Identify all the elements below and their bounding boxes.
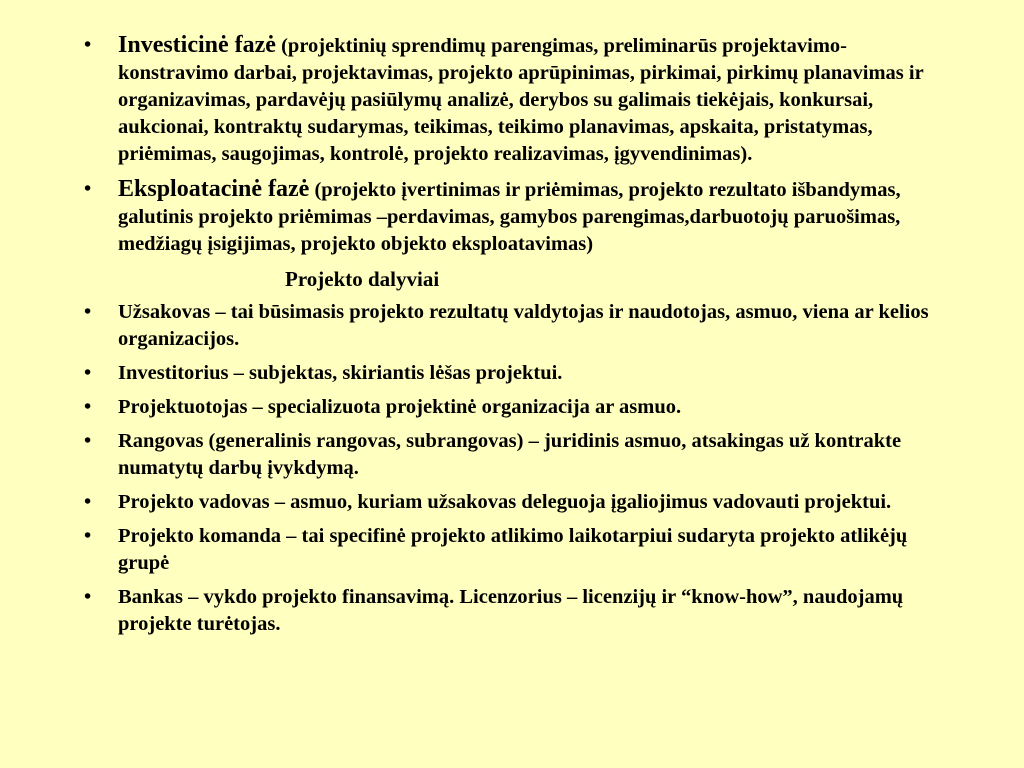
participant-item: [0, 489, 1024, 516]
phase-description: (projekto įvertinimas ir priėmimas, projekto rezultato išbandymas, galutinis projekto priėmimas –perdavimas, gamybos parengimas,darbuotojų paruošimas, medžiagų įsigijimas, projekto objekto eksploatavimas): [118, 179, 901, 255]
bullet-icon: •: [84, 430, 92, 452]
participant-item: [0, 584, 1024, 638]
participant-text: Projekto vadovas – asmuo, kuriam užsakovas deleguoja įgaliojimus vadovauti projektui.: [118, 491, 892, 513]
participants-heading: Projekto dalyviai: [285, 267, 440, 291]
participant-text: Projektuotojas – specializuota projektinė organizacija ar asmuo.: [118, 396, 682, 418]
participant-text: Rangovas (generalinis rangovas, subrangovas) – juridinis asmuo, atsakingas už kontrakte numatytų darbų įvykdymą.: [118, 430, 902, 479]
participant-item: [0, 360, 1024, 387]
bullet-icon: •: [84, 178, 92, 200]
participant-text: Projekto komanda – tai specifinė projekto atlikimo laikotarpiui sudaryta projekto atlikėjų grupė: [118, 525, 908, 574]
participant-item: [0, 299, 1024, 353]
bullet-icon: •: [84, 362, 92, 384]
participant-text: Investitorius – subjektas, skiriantis lėšas projektui.: [118, 362, 563, 384]
bullet-icon: •: [84, 586, 92, 608]
participant-item: [0, 394, 1024, 421]
participant-text: Bankas – vykdo projekto finansavimą. Licenzorius – licenzijų ir “know-how”, naudojamų projekte turėtojas.: [118, 586, 904, 635]
bullet-icon: •: [84, 396, 92, 418]
bullet-icon: •: [84, 34, 92, 56]
phase-term: Eksploatacinė fazė: [118, 176, 310, 202]
phase-item-investment: [0, 32, 1024, 168]
participant-item: [0, 428, 1024, 482]
bullet-icon: •: [84, 491, 92, 513]
bullet-icon: •: [84, 525, 92, 547]
bullet-icon: •: [84, 301, 92, 323]
participant-text: Užsakovas – tai būsimasis projekto rezultatų valdytojas ir naudotojas, asmuo, viena ar kelios organizacijos.: [118, 301, 929, 350]
phase-description: (projektinių sprendimų parengimas, preliminarūs projektavimo- konstravimo darbai, projektavimas, projekto aprūpinimas, pirkimai, pirkimų planavimas ir organizavimas, pardavėjų pasiūlymų analizė, derybos su galimais tiekėjais, konkursai, aukcionai, kontraktų sudarymas, teikimas, teikimo planavimas, apskaita, pristatymas, priėmimas, saugojimas, kontrolė, projekto realizavimas, įgyvendinimas).: [118, 35, 924, 165]
bullet-list: [0, 32, 1024, 645]
phase-term: Investicinė fazė: [118, 32, 276, 58]
phase-item-operation: [0, 176, 1024, 258]
participant-item: [0, 523, 1024, 577]
